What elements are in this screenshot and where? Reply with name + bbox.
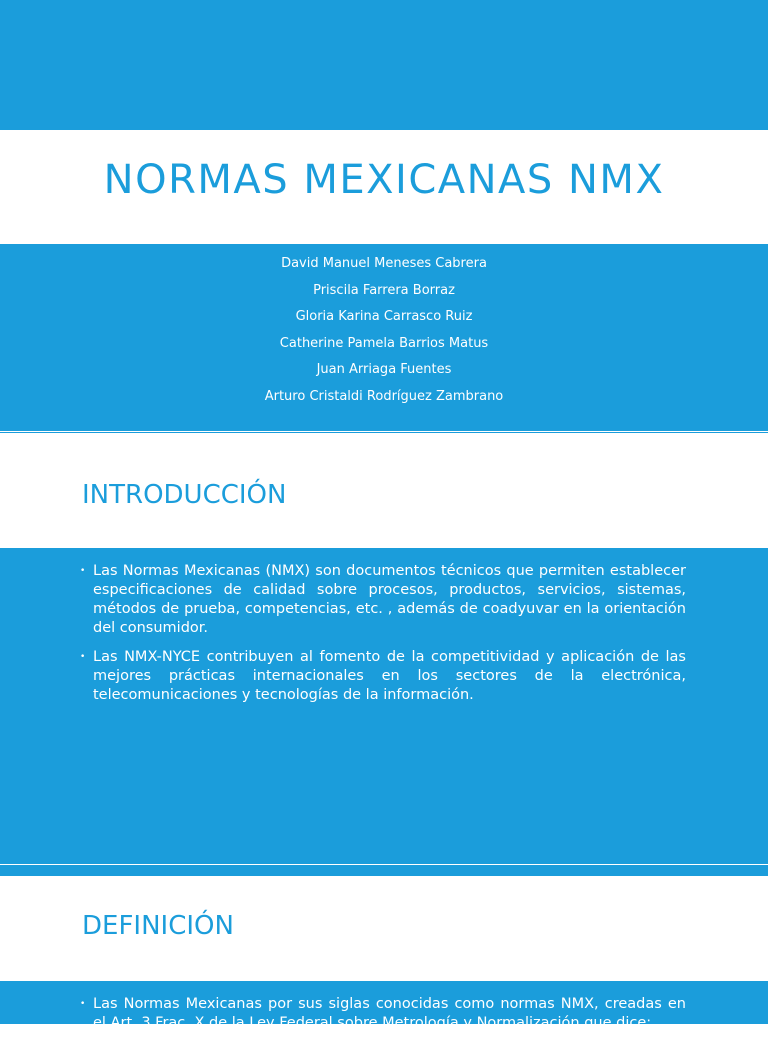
definition-slide bbox=[0, 877, 768, 1031]
bullet-item bbox=[80, 648, 686, 705]
bullet-icon: • bbox=[80, 652, 86, 662]
slide-title: INTRODUCCIÓN bbox=[82, 480, 287, 510]
bullet-icon: • bbox=[80, 999, 86, 1009]
slide-divider bbox=[0, 431, 768, 432]
author-name: Gloria Karina Carrasco Ruiz bbox=[295, 309, 473, 324]
author-name: Priscila Farrera Borraz bbox=[313, 282, 455, 298]
author-name: David Manuel Meneses Cabrera bbox=[281, 256, 487, 271]
intro-slide bbox=[0, 444, 768, 876]
bullet-text: Las Normas Mexicanas por sus siglas conocidas como normas NMX, creadas en el Art. 3 Frac. X de la Ley Federal sobre Metrología y Normalización que dice: bbox=[93, 996, 686, 1031]
author-list bbox=[0, 251, 768, 410]
bullet-icon: • bbox=[80, 566, 86, 576]
slide-title: NORMAS MEXICANAS NMX bbox=[103, 157, 665, 203]
slide-title: DEFINICIÓN bbox=[82, 911, 234, 941]
bullet-item bbox=[80, 562, 686, 638]
author-name: Arturo Cristaldi Rodríguez Zambrano bbox=[264, 388, 504, 404]
bullet-text: Las NMX-NYCE contribuyen al fomento de la competitividad y aplicación de las mejores prácticas internacionales en los sectores de la electrónica, telecomunicaciones y tecnologías de la información. bbox=[93, 649, 686, 703]
bullet-text: Las Normas Mexicanas (NMX) son documentos técnicos que permiten establecer especificaciones de calidad sobre procesos, productos, servicios, sistemas, métodos de prueba, competencias, etc. , además de coadyuvar en la orientación del consumidor. bbox=[93, 563, 686, 636]
bullet-list bbox=[80, 562, 686, 715]
author-name: Juan Arriaga Fuentes bbox=[316, 362, 452, 377]
title-slide bbox=[0, 0, 768, 433]
slide-divider bbox=[0, 864, 768, 865]
author-name: Catherine Pamela Barrios Matus bbox=[279, 335, 489, 351]
bullet-item bbox=[80, 995, 686, 1033]
bullet-list bbox=[80, 995, 686, 1043]
